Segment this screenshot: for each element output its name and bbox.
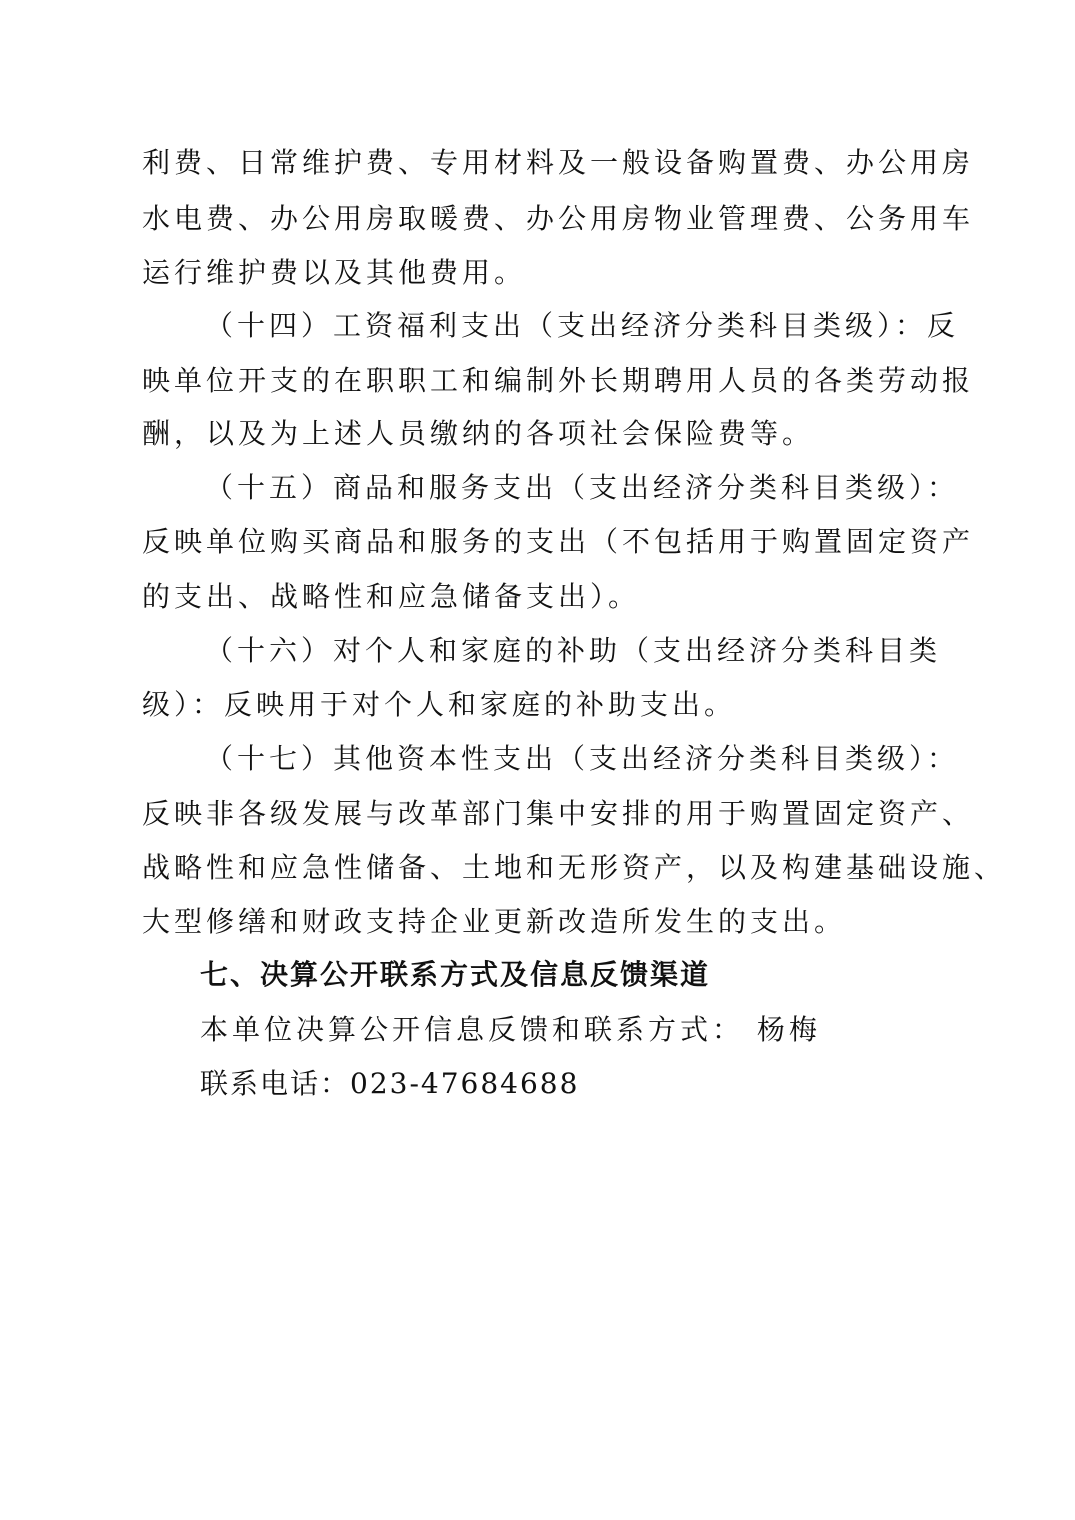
contact-line: 本单位决算公开信息反馈和联系方式： 杨梅	[200, 1013, 821, 1046]
paragraph-line: 的支出、战略性和应急储备支出）。	[142, 580, 641, 613]
item-15-title-line: （十五）商品和服务支出（支出经济分类科目类级）：	[205, 471, 960, 504]
item-16-title-line: （十六）对个人和家庭的补助（支出经济分类科目类	[205, 634, 942, 667]
paragraph-line: 利费、日常维护费、专用材料及一般设备购置费、办公用房	[142, 146, 975, 179]
paragraph-line: 映单位开支的在职职工和编制外长期聘用人员的各类劳动报	[142, 364, 975, 397]
item-14-title-line: （十四）工资福利支出（支出经济分类科目类级）：反	[205, 309, 960, 342]
paragraph-line: 战略性和应急性储备、土地和无形资产，以及构建基础设施、	[142, 851, 1007, 884]
phone-line: 联系电话：023-47684688	[200, 1067, 580, 1100]
item-17-title-line: （十七）其他资本性支出（支出经济分类科目类级）：	[205, 742, 960, 775]
paragraph-line: 级）：反映用于对个人和家庭的补助支出。	[142, 688, 737, 721]
section-7-heading: 七、决算公开联系方式及信息反馈渠道	[200, 958, 711, 991]
paragraph-line: 反映非各级发展与改革部门集中安排的用于购置固定资产、	[142, 797, 975, 830]
paragraph-line: 大型修缮和财政支持企业更新改造所发生的支出。	[142, 905, 847, 938]
paragraph-line: 水电费、办公用房取暖费、办公用房物业管理费、公务用车	[142, 202, 975, 235]
paragraph-line: 反映单位购买商品和服务的支出（不包括用于购置固定资产	[142, 525, 975, 558]
paragraph-line: 酬，以及为上述人员缴纳的各项社会保险费等。	[142, 417, 815, 450]
paragraph-line: 运行维护费以及其他费用。	[142, 256, 527, 289]
